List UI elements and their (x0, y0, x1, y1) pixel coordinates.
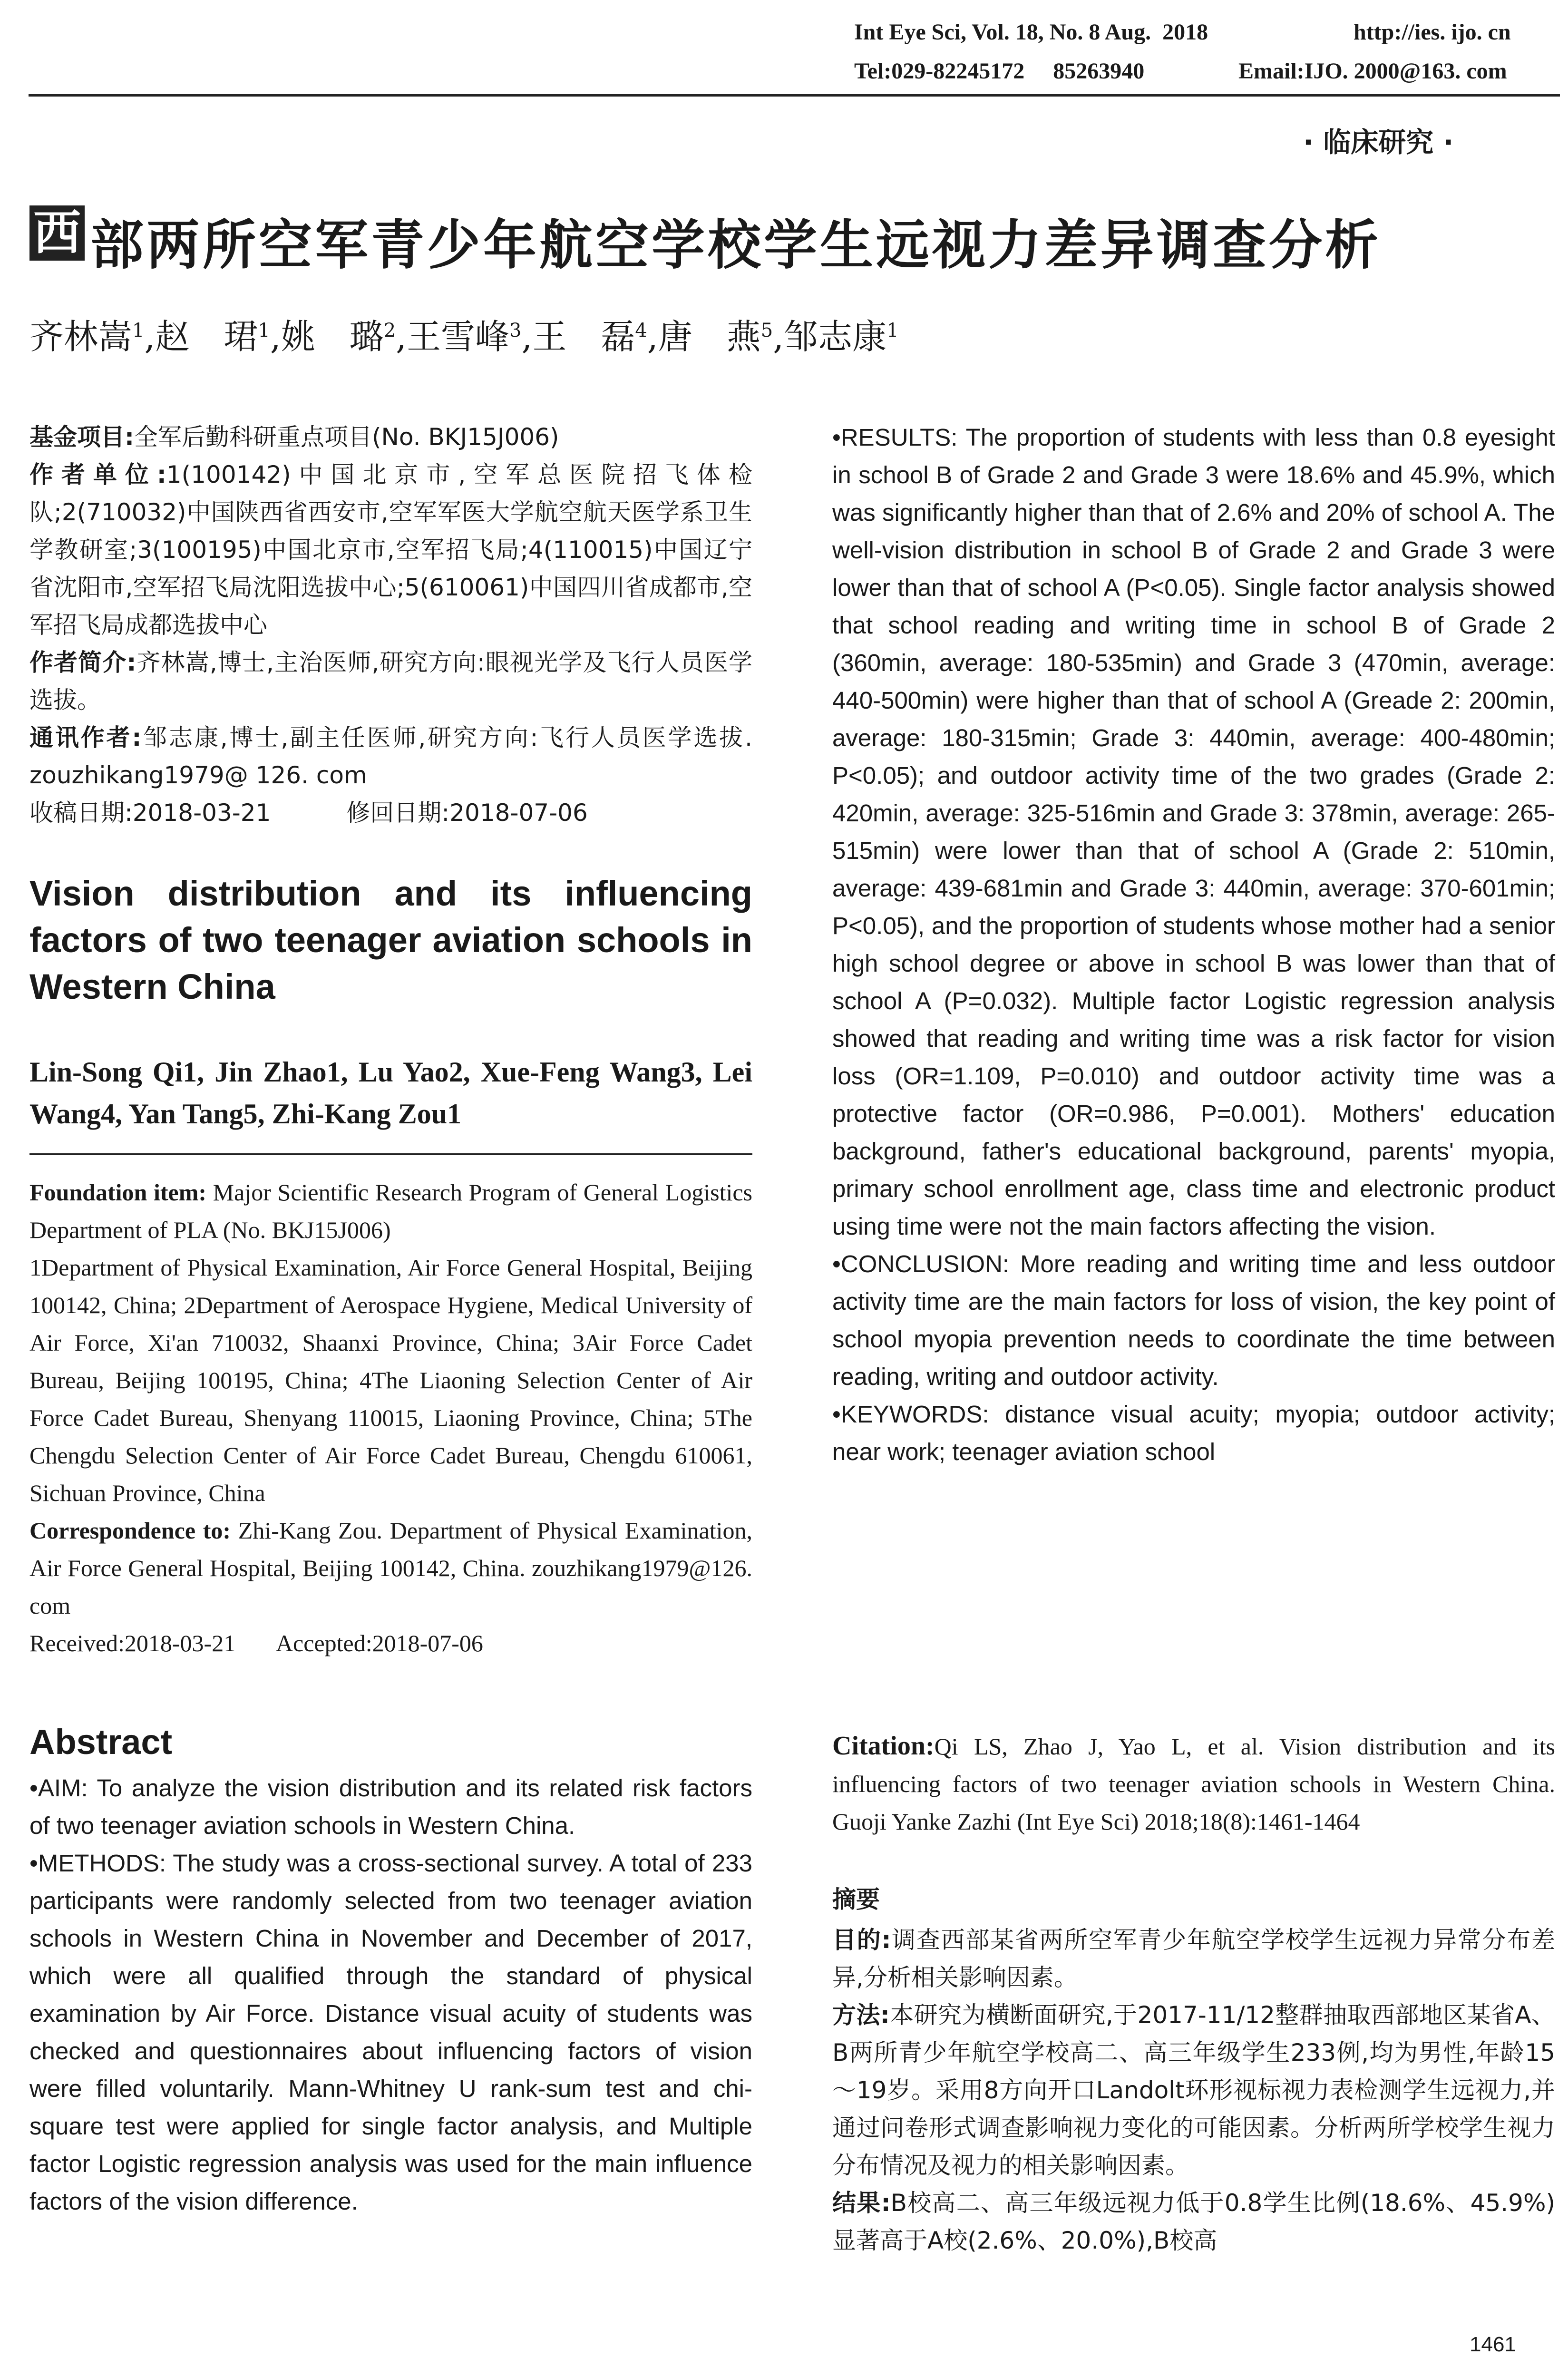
page-number: 1461 (1470, 2333, 1516, 2356)
journal-info: Int Eye Sci, Vol. 18, No. 8 Aug. 2018 (854, 19, 1208, 45)
fund-item: 基金项目:全军后勤科研重点项目(No. BKJ15J006) (29, 423, 559, 451)
cn-aim: 目的:调查西部某省两所空军青少年航空学校学生远视力异常分布差异,分析相关影响因素。 (832, 1926, 1556, 1991)
author-name: 齐林嵩 (29, 317, 133, 357)
english-authors: Lin-Song Qi1, Jin Zhao1, Lu Yao2, Xue-Feng Wang3, Lei Wang4, Yan Tang5, Zhi-Kang Zou1 (29, 1056, 752, 1130)
cn-methods: 方法:本研究为横断面研究,于2017-11/12整群抽取西部地区某省A、B两所青少年航空学校高二、高三年级学生233例,均为男性,年龄15～19岁。采用8方向开口Landolt环形视标视力表检测学生远视力,并通过问卷形式调查影响视力变化的可能因素。分析两所学校学生视力分布情况及视力的相关影响因素。 (832, 2001, 1555, 2179)
abstract-keywords: •KEYWORDS: distance visual acuity; myopia; outdoor activity; near work; teenager aviation school (832, 1401, 1555, 1465)
abstract-conclusion: •CONCLUSION: More reading and writing time and less outdoor activity time are the main factors for loss of vision, the key point of school myopia prevention needs to coordinate the time between reading, writing and outdoor activity. (832, 1250, 1555, 1390)
correspondence: Correspondence to: Zhi-Kang Zou. Department of Physical Examination, Air Force General Hospital, Beijing 100142, China. zouzhikang1979@126. com (29, 1517, 753, 1619)
journal-email: Email:IJO. 2000@163. com (1238, 58, 1507, 84)
section-label: · 临床研究 · (1303, 126, 1454, 158)
cn-abstract-heading: 摘要 (832, 1886, 880, 1913)
author-affiliation-mark: 5 (760, 320, 773, 341)
author-units: 作者单位:1(100142)中国北京市,空军总医院招飞体检队;2(710032)中国陕西省西安市,空军军医大学航空航天医学系卫生学教研室;3(100195)中国北京市,空军招飞局;4(110015)中国辽宁省沈阳市,空军招飞局沈阳选拔中心;5(610061)中国四川省成都市,空军招飞局成都选拔中心 (29, 461, 752, 639)
author-affiliation-mark: 2 (383, 320, 396, 341)
header-rule (29, 94, 1560, 97)
author-name: ,王雪峰 (396, 317, 510, 357)
abstract-aim: •AIM: To analyze the vision distribution and its related risk factors of two teenager aviation schools in Western China. (29, 1774, 752, 1839)
abstract-methods: •METHODS: The study was a cross-sectional survey. A total of 233 participants were randomly selected from two teenager aviation schools in Western China in November and December of 2017, which were all qualified through the standard of physical examination by Air Force. Distance visual acuity of students was checked and questionnaires about influencing factors of vision were filled voluntarily. Mann-Whitney U rank-sum test and chi-square test were applied for single factor analysis, and Multiple factor Logistic regression analysis was used for the main influence factors of the vision difference. (29, 1850, 752, 2215)
dates-cn: 收稿日期:2018-03-21 修回日期:2018-07-06 (29, 799, 588, 827)
foundation-item: Foundation item: Major Scientific Research Program of General Logistics Department of PLA (No. BKJ15J006) (29, 1179, 753, 1243)
author-name: ,姚 璐 (270, 317, 384, 357)
journal-tel: Tel:029-82245172 85263940 (854, 58, 1145, 84)
journal-url: http://ies. ijo. cn (1354, 19, 1511, 45)
author-name: ,唐 燕 (647, 317, 761, 357)
english-title: Vision distribution and its influencing factors of two teenager aviation schools in Western China (29, 874, 752, 1006)
author-affiliation-mark: 1 (258, 320, 270, 341)
received-accepted: Received:2018-03-21 Accepted:2018-07-06 (29, 1630, 483, 1656)
author-name: ,王 磊 (521, 317, 635, 357)
cn-results: 结果:B校高二、高三年级远视力低于0.8学生比例(18.6%、45.9%)显著高于A校(2.6%、20.0%),B校高 (832, 2189, 1555, 2254)
author-affiliation-mark: 3 (509, 320, 522, 341)
title-initial: 西 (29, 205, 85, 261)
author-name: ,赵 珺 (144, 317, 258, 357)
authors-cn (29, 309, 899, 359)
page-title: 部两所空军青少年航空学校学生远视力差异调查分析 (90, 214, 1381, 276)
corresponding-author: 通讯作者:邹志康,博士,副主任医师,研究方向:飞行人员医学选拔. zouzhikang1979@ 126. com (29, 724, 753, 789)
affiliations: 1Department of Physical Examination, Air Force General Hospital, Beijing 100142, China; 2Department of Aerospace Hygiene, Medical University of Air Force, Xi'an 710032, Shaanxi Province, China; 3Air Force Cadet Bureau, Beijing 100195, China; 4The Liaoning Selection Center of Air Force Cadet Bureau, Shenyang 110015, Liaoning Province, China; 5The Chengdu Selection Center of Air Force Cadet Bureau, Chengdu 610061, Sichuan Province, China (29, 1254, 752, 1506)
citation: Citation:Qi LS, Zhao J, Yao L, et al. Vision distribution and its influencing factors of two teenager aviation schools in Western China. Guoji Yanke Zazhi (Int Eye Sci) 2018;18(8):1461-1464 (832, 1731, 1555, 1835)
authors-rule (29, 1153, 752, 1155)
abstract-results: •RESULTS: The proportion of students with less than 0.8 eyesight in school B of Grade 2 and Grade 3 were 18.6% and 45.9%, which was significantly higher than that of 2.6% and 20% of school A. The well-vision distribution in school B of Grade 2 and Grade 3 were lower than that of school A (P<0.05). Single factor analysis showed that school reading and writing time in school B of Grade 2 (360min, average: 180-535min) and Grade 3 (470min, average: 440-500min) were higher than that of school A (Greade 2: 200min, average: 180-315min; Grade 3: 440min, average: 400-480min; P<0.05); and outdoor activity time of the two grades (Grade 2: 420min, average: 325-516min and Grade 3: 378min, average: 265-515min) were lower than that of school A (Grade 2: 510min, average: 439-681min and Grade 3: 440min, average: 370-601min; P<0.05), and the proportion of students whose mother had a senior high school degree or above in school B was lower than that of school A (P=0.032). Multiple factor Logistic regression analysis showed that reading and writing time was a risk factor for vision loss (OR=1.109, P=0.010) and outdoor activity time was a protective factor (OR=0.986, P=0.001). Mothers' education background, father's educational background, parents' myopia, primary school enrollment age, class time and electronic product using time were not the main factors affecting the vision. (832, 424, 1555, 1240)
author-affiliation-mark: 1 (132, 320, 145, 341)
abstract-heading: Abstract (29, 1722, 173, 1762)
author-affiliation-mark: 1 (886, 320, 899, 341)
author-affiliation-mark: 4 (635, 320, 647, 341)
author-bio: 作者简介:齐林嵩,博士,主治医师,研究方向:眼视光学及飞行人员医学选拔。 (29, 649, 752, 714)
author-name: ,邹志康 (773, 317, 887, 357)
